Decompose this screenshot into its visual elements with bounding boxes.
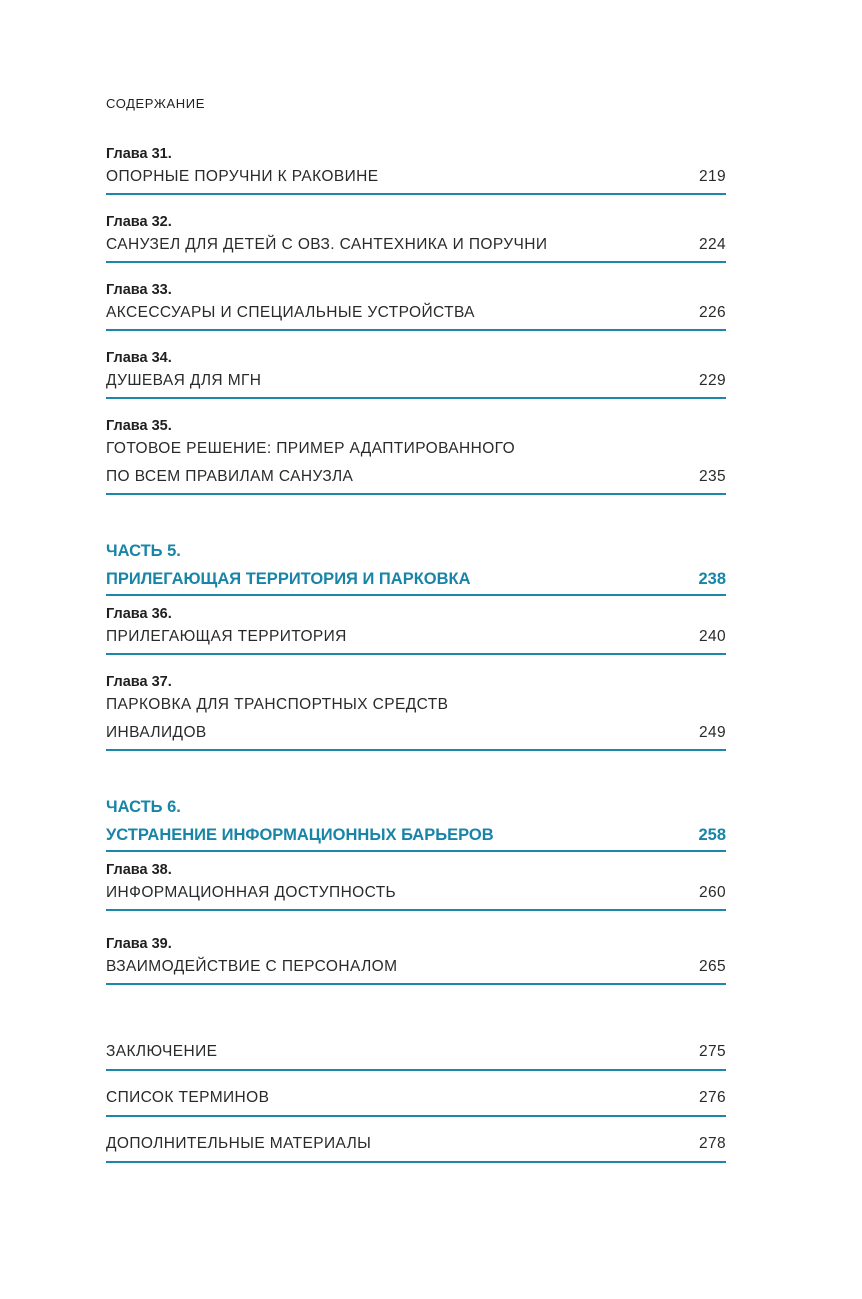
part-title-line [106, 564, 726, 594]
chapter-label: Глава 31. [106, 146, 172, 162]
chapter-title: ВЗАИМОДЕЙСТВИЕ С ПЕРСОНАЛОМ [106, 958, 398, 975]
chapter-title-line [106, 623, 726, 651]
chapter-label: Глава 38. [106, 862, 172, 878]
chapter-title-line [106, 719, 726, 747]
chapter-title: ИНВАЛИДОВ [106, 724, 207, 741]
entry-title: ЗАКЛЮЧЕНИЕ [106, 1043, 218, 1060]
page-number: 219 [698, 168, 726, 185]
chapter-title-line [106, 231, 726, 259]
toc-entry-ch39[interactable] [106, 935, 726, 985]
divider [106, 261, 726, 263]
toc-entry-appendix[interactable] [106, 1129, 726, 1163]
divider [106, 653, 726, 655]
chapter-label: Глава 37. [106, 674, 172, 690]
divider [106, 397, 726, 399]
divider [106, 1115, 726, 1117]
page-number: 235 [698, 468, 726, 485]
entry-title-line [106, 1037, 726, 1067]
chapter-title-line [106, 435, 726, 463]
part-title: УСТРАНЕНИЕ ИНФОРМАЦИОННЫХ БАРЬЕРОВ [106, 826, 494, 844]
chapter-title: ОПОРНЫЕ ПОРУЧНИ К РАКОВИНЕ [106, 168, 379, 185]
chapter-title: ИНФОРМАЦИОННАЯ ДОСТУПНОСТЬ [106, 884, 397, 901]
chapter-title: ПО ВСЕМ ПРАВИЛАМ САНУЗЛА [106, 468, 354, 485]
page-number: 226 [698, 304, 726, 321]
chapter-label: Глава 39. [106, 936, 172, 952]
chapter-label: Глава 32. [106, 214, 172, 230]
toc-entry-ch32[interactable] [106, 213, 726, 263]
toc-entry-ch35[interactable] [106, 417, 726, 495]
page-number: 224 [698, 236, 726, 253]
part-title-line [106, 820, 726, 850]
page-number: 249 [698, 724, 726, 741]
page-number: 260 [698, 884, 726, 901]
page-number: 278 [698, 1135, 726, 1152]
entry-title: СПИСОК ТЕРМИНОВ [106, 1089, 270, 1106]
divider [106, 1161, 726, 1163]
entry-title-line [106, 1129, 726, 1159]
toc-part-5[interactable] [106, 538, 726, 596]
divider [106, 493, 726, 495]
toc-entry-conclusion[interactable] [106, 1037, 726, 1071]
divider [106, 1069, 726, 1071]
chapter-label: Глава 35. [106, 418, 172, 434]
page-number: 240 [698, 628, 726, 645]
toc-entry-ch33[interactable] [106, 281, 726, 331]
chapter-title: САНУЗЕЛ ДЛЯ ДЕТЕЙ С ОВЗ. САНТЕХНИКА И ПОРУЧНИ [106, 236, 548, 253]
chapter-title-line [106, 299, 726, 327]
entry-title-line [106, 1083, 726, 1113]
divider [106, 909, 726, 911]
entry-title: ДОПОЛНИТЕЛЬНЫЕ МАТЕРИАЛЫ [106, 1135, 372, 1152]
divider [106, 850, 726, 852]
part-label: ЧАСТЬ 6. [106, 798, 181, 816]
divider [106, 193, 726, 195]
toc-entry-ch36[interactable] [106, 605, 726, 655]
chapter-title-line [106, 879, 726, 907]
toc-entry-glossary[interactable] [106, 1083, 726, 1117]
chapter-title-line [106, 163, 726, 191]
toc-entry-ch31[interactable] [106, 145, 726, 195]
page-title: СОДЕРЖАНИЕ [106, 96, 206, 111]
divider [106, 329, 726, 331]
part-title: ПРИЛЕГАЮЩАЯ ТЕРРИТОРИЯ И ПАРКОВКА [106, 570, 471, 588]
page-number: 276 [698, 1089, 726, 1106]
chapter-title: ГОТОВОЕ РЕШЕНИЕ: ПРИМЕР АДАПТИРОВАННОГО [106, 440, 516, 457]
divider [106, 983, 726, 985]
chapter-title: АКСЕССУАРЫ И СПЕЦИАЛЬНЫЕ УСТРОЙСТВА [106, 304, 475, 321]
page-number: 258 [698, 826, 726, 844]
toc-entry-ch34[interactable] [106, 349, 726, 399]
part-label: ЧАСТЬ 5. [106, 542, 181, 560]
chapter-label: Глава 36. [106, 606, 172, 622]
chapter-title-line [106, 463, 726, 491]
chapter-title: ДУШЕВАЯ ДЛЯ МГН [106, 372, 262, 389]
chapter-title-line [106, 691, 726, 719]
chapter-title-line [106, 953, 726, 981]
page-number: 275 [698, 1043, 726, 1060]
divider [106, 594, 726, 596]
page-number: 238 [698, 570, 726, 588]
page-number: 265 [698, 958, 726, 975]
chapter-label: Глава 33. [106, 282, 172, 298]
chapter-title: ПАРКОВКА ДЛЯ ТРАНСПОРТНЫХ СРЕДСТВ [106, 696, 449, 713]
chapter-title: ПРИЛЕГАЮЩАЯ ТЕРРИТОРИЯ [106, 628, 347, 645]
toc-entry-ch38[interactable] [106, 861, 726, 911]
chapter-label: Глава 34. [106, 350, 172, 366]
page-number: 229 [698, 372, 726, 389]
toc-entry-ch37[interactable] [106, 673, 726, 751]
toc-part-6[interactable] [106, 794, 726, 852]
divider [106, 749, 726, 751]
chapter-title-line [106, 367, 726, 395]
